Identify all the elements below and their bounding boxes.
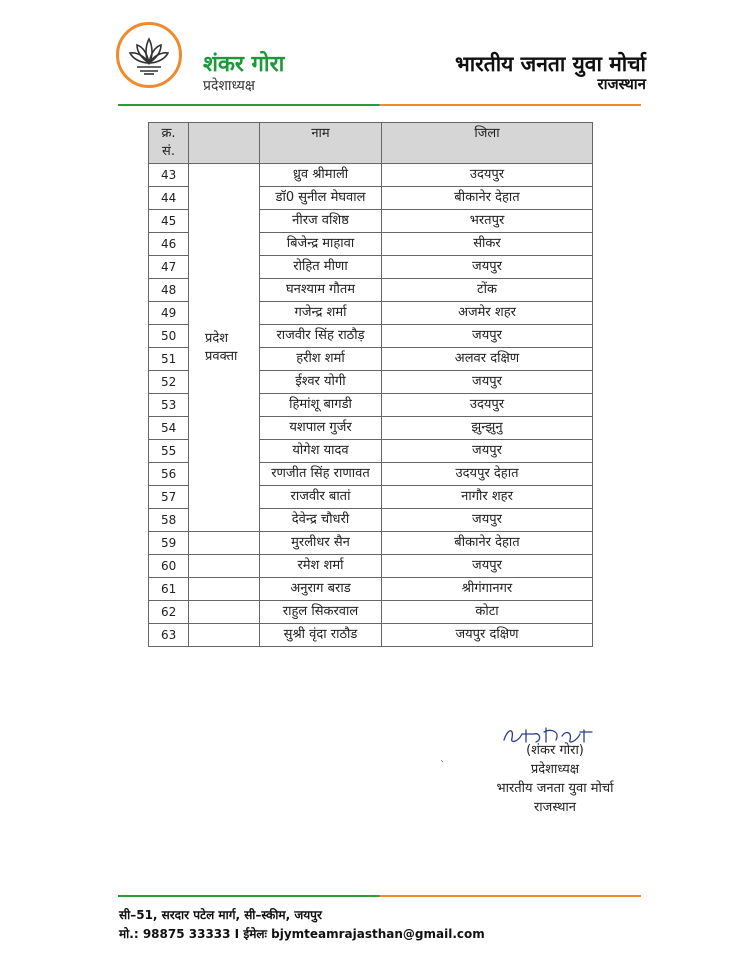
member-district: कोटा — [382, 601, 593, 624]
organization-name: भारतीय जनता युवा मोर्चा — [454, 52, 646, 76]
stray-mark: ` — [440, 760, 445, 771]
header-name: नाम — [260, 123, 382, 164]
member-district: भरतपुर — [382, 210, 593, 233]
serial-number: 56 — [149, 463, 189, 486]
serial-number: 45 — [149, 210, 189, 233]
position-cell-empty — [189, 578, 260, 601]
member-district: जयपुर — [382, 509, 593, 532]
member-name: ध्रुव श्रीमाली — [260, 164, 382, 187]
serial-number: 62 — [149, 601, 189, 624]
member-name: यशपाल गुर्जर — [260, 417, 382, 440]
member-district: जयपुर — [382, 325, 593, 348]
header-serial-number: क्र. सं. — [149, 123, 189, 164]
position-cell-empty — [189, 624, 260, 647]
signatory-organization: भारतीय जनता युवा मोर्चा — [496, 781, 614, 796]
member-district: बीकानेर देहात — [382, 187, 593, 210]
table-row — [149, 555, 593, 578]
member-name: देवेन्द्र चौधरी — [260, 509, 382, 532]
member-district: अलवर दक्षिण — [382, 348, 593, 371]
member-name: रोहित मीणा — [260, 256, 382, 279]
signature-block — [470, 741, 640, 817]
lotus-logo-icon — [116, 22, 182, 88]
member-district: उदयपुर देहात — [382, 463, 593, 486]
signatory-name: (शंकर गोरा) — [526, 743, 584, 758]
serial-number: 46 — [149, 233, 189, 256]
signatory-role: प्रदेशाध्यक्ष — [530, 762, 580, 777]
position-cell — [189, 164, 260, 532]
footer-divider — [118, 895, 641, 897]
member-district: अजमेर शहर — [382, 302, 593, 325]
member-district: श्रीगंगानगर — [382, 578, 593, 601]
position-label-line-2: प्रवक्ता — [205, 348, 238, 364]
header-position — [189, 123, 260, 164]
member-name: रमेश शर्मा — [260, 555, 382, 578]
table-row — [149, 164, 593, 187]
member-name: गजेन्द्र शर्मा — [260, 302, 382, 325]
serial-number: 61 — [149, 578, 189, 601]
member-district: नागौर शहर — [382, 486, 593, 509]
member-name: राहुल सिकरवाल — [260, 601, 382, 624]
member-district: उदयपुर — [382, 164, 593, 187]
members-table — [148, 122, 593, 647]
member-district: जयपुर दक्षिण — [382, 624, 593, 647]
member-name: हरीश शर्मा — [260, 348, 382, 371]
member-name: नीरज वशिष्ठ — [260, 210, 382, 233]
table-row — [149, 578, 593, 601]
table-row — [149, 601, 593, 624]
member-district: बीकानेर देहात — [382, 532, 593, 555]
member-name: घनश्याम गौतम — [260, 279, 382, 302]
table-row — [149, 532, 593, 555]
member-name: योगेश यादव — [260, 440, 382, 463]
footer-contact: मो.: 98875 33333 I ईमेलः bjymteamrajasthan@gmail.com — [119, 927, 485, 941]
serial-number: 43 — [149, 164, 189, 187]
member-name: राजवीर सिंह राठौड़ — [260, 325, 382, 348]
leader-role: प्रदेशाध्यक्ष — [203, 78, 255, 94]
serial-number: 44 — [149, 187, 189, 210]
serial-number: 47 — [149, 256, 189, 279]
serial-number: 58 — [149, 509, 189, 532]
position-cell-empty — [189, 532, 260, 555]
member-district: जयपुर — [382, 440, 593, 463]
member-district: टोंक — [382, 279, 593, 302]
position-cell-empty — [189, 555, 260, 578]
header-district: जिला — [382, 123, 593, 164]
member-name: ईश्वर योगी — [260, 371, 382, 394]
serial-number: 51 — [149, 348, 189, 371]
signatory-state: राजस्थान — [533, 800, 577, 815]
footer-address: सी–51, सरदार पटेल मार्ग, सी–स्कीम, जयपुर — [119, 908, 322, 922]
member-name: अनुराग बराड — [260, 578, 382, 601]
member-name: राजवीर बातां — [260, 486, 382, 509]
header-divider — [118, 104, 641, 106]
member-name: डॉ0 सुनील मेघवाल — [260, 187, 382, 210]
serial-number: 49 — [149, 302, 189, 325]
member-name: मुरलीधर सैन — [260, 532, 382, 555]
member-name: बिजेन्द्र माहावा — [260, 233, 382, 256]
member-name: हिमांशू बागडी — [260, 394, 382, 417]
member-district: झुन्झुनु — [382, 417, 593, 440]
serial-number: 54 — [149, 417, 189, 440]
serial-number: 48 — [149, 279, 189, 302]
table-header-row — [149, 123, 593, 164]
member-district: जयपुर — [382, 256, 593, 279]
position-label-line-1: प्रदेश — [205, 330, 229, 346]
member-name: रणजीत सिंह राणावत — [260, 463, 382, 486]
member-district: उदयपुर — [382, 394, 593, 417]
organization-state: राजस्थान — [597, 75, 646, 93]
member-district: सीकर — [382, 233, 593, 256]
serial-number: 55 — [149, 440, 189, 463]
serial-number: 52 — [149, 371, 189, 394]
serial-number: 57 — [149, 486, 189, 509]
serial-number: 60 — [149, 555, 189, 578]
serial-number: 53 — [149, 394, 189, 417]
table-row — [149, 624, 593, 647]
lotus-icon — [125, 31, 173, 79]
member-district: जयपुर — [382, 555, 593, 578]
position-cell-empty — [189, 601, 260, 624]
member-name: सुश्री वृंदा राठौड — [260, 624, 382, 647]
leader-name: शंकर गोरा — [203, 52, 285, 77]
serial-number: 59 — [149, 532, 189, 555]
serial-number: 50 — [149, 325, 189, 348]
serial-number: 63 — [149, 624, 189, 647]
member-district: जयपुर — [382, 371, 593, 394]
